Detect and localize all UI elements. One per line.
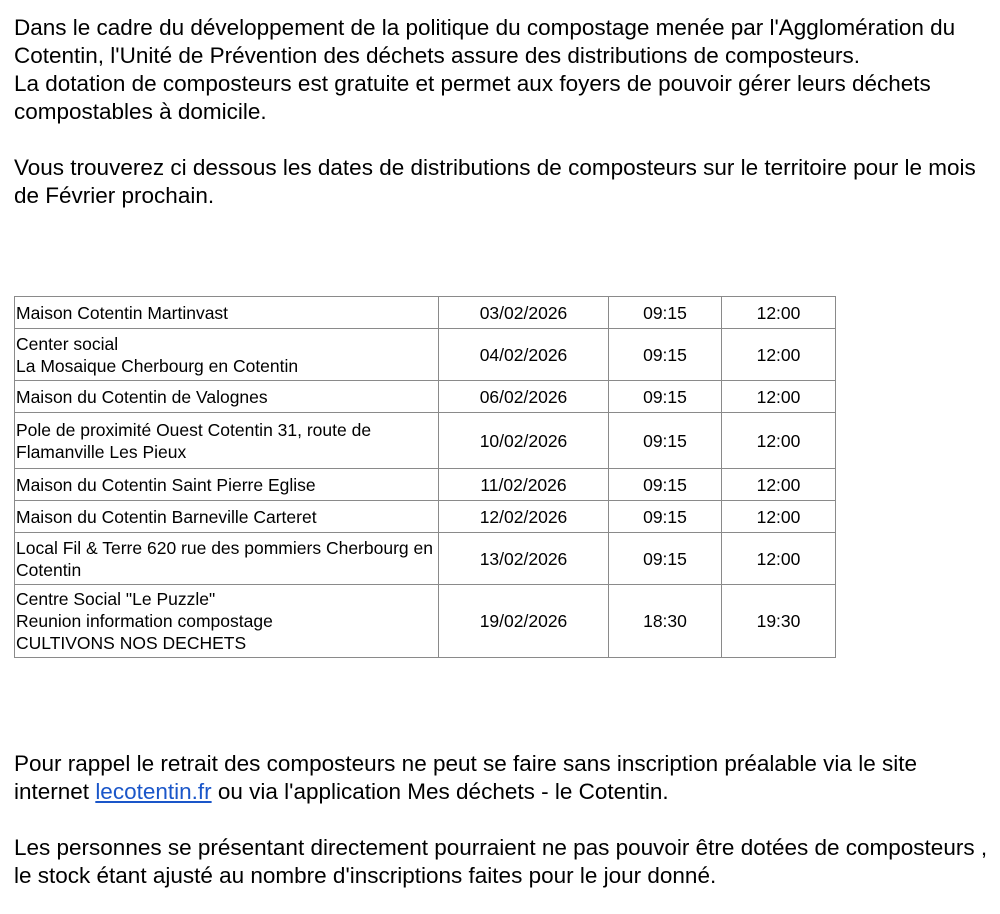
lecotentin-link[interactable]: lecotentin.fr [95, 779, 212, 804]
table-row [15, 533, 836, 585]
location-cell: Maison du Cotentin Saint Pierre Eglise [15, 469, 439, 501]
date-cell: 03/02/2026 [439, 297, 609, 329]
start-time-cell: 09:15 [609, 469, 722, 501]
start-time-cell: 09:15 [609, 501, 722, 533]
location-cell: Maison Cotentin Martinvast [15, 297, 439, 329]
intro-paragraph-context: Dans le cadre du développement de la politique du compostage menée par l'Agglomération du Cotentin, l'Unité de Prévention des déchets assure des distributions de composteurs. [14, 15, 956, 68]
table-row [15, 413, 836, 469]
location-cell: Center social La Mosaique Cherbourg en Cotentin [15, 329, 439, 381]
end-time-cell: 12:00 [722, 297, 836, 329]
location-cell: Maison du Cotentin Barneville Carteret [15, 501, 439, 533]
reminder-text-before: Pour rappel le retrait des composteurs ne peut se faire sans inscription préalable via le site internet [14, 751, 917, 804]
registration-reminder [14, 750, 994, 806]
spacer [14, 126, 989, 154]
end-time-cell: 19:30 [722, 585, 836, 658]
reminder-text-after: ou via l'application Mes déchets - le Cotentin. [211, 779, 669, 804]
intro-paragraph-dates: Vous trouverez ci dessous les dates de distributions de composteurs sur le territoire pour le mois de Février prochain. [14, 155, 976, 208]
location-cell: Maison du Cotentin de Valognes [15, 381, 439, 413]
end-time-cell: 12:00 [722, 501, 836, 533]
start-time-cell: 09:15 [609, 413, 722, 469]
start-time-cell: 18:30 [609, 585, 722, 658]
table-row [15, 501, 836, 533]
date-cell: 11/02/2026 [439, 469, 609, 501]
end-time-cell: 12:00 [722, 329, 836, 381]
date-cell: 06/02/2026 [439, 381, 609, 413]
end-time-cell: 12:00 [722, 533, 836, 585]
table-row [15, 585, 836, 658]
table-row [15, 469, 836, 501]
start-time-cell: 09:15 [609, 329, 722, 381]
table-row [15, 381, 836, 413]
location-cell: Local Fil & Terre 620 rue des pommiers Cherbourg en Cotentin [15, 533, 439, 585]
table-row [15, 329, 836, 381]
intro-section [14, 14, 989, 210]
outro-section [14, 750, 994, 890]
intro-paragraph-free: La dotation de composteurs est gratuite et permet aux foyers de pouvoir gérer leurs déchets compostables à domicile. [14, 71, 931, 124]
distribution-schedule-table [14, 296, 836, 658]
end-time-cell: 12:00 [722, 413, 836, 469]
start-time-cell: 09:15 [609, 297, 722, 329]
table-row [15, 297, 836, 329]
date-cell: 04/02/2026 [439, 329, 609, 381]
spacer [14, 806, 994, 834]
location-cell: Centre Social "Le Puzzle" Reunion information compostage CULTIVONS NOS DECHETS [15, 585, 439, 658]
location-cell: Pole de proximité Ouest Cotentin 31, route de Flamanville Les Pieux [15, 413, 439, 469]
date-cell: 10/02/2026 [439, 413, 609, 469]
date-cell: 19/02/2026 [439, 585, 609, 658]
start-time-cell: 09:15 [609, 381, 722, 413]
date-cell: 13/02/2026 [439, 533, 609, 585]
walk-in-notice: Les personnes se présentant directement pourraient ne pas pouvoir être dotées de composteurs , le stock étant ajusté au nombre d'inscriptions faites pour le jour donné. [14, 835, 988, 888]
date-cell: 12/02/2026 [439, 501, 609, 533]
end-time-cell: 12:00 [722, 469, 836, 501]
start-time-cell: 09:15 [609, 533, 722, 585]
end-time-cell: 12:00 [722, 381, 836, 413]
